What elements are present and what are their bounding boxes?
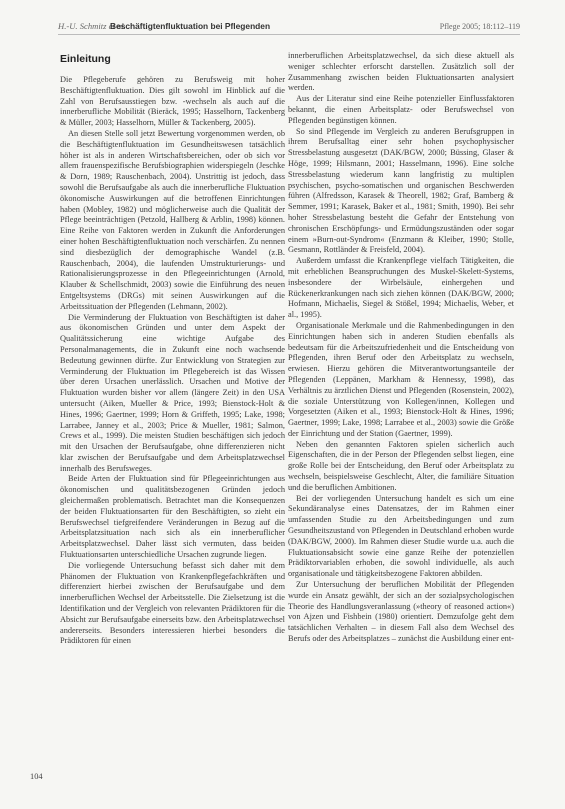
section-heading: Einleitung (60, 53, 111, 65)
running-head-title: Beschäftigtenfluktuation bei Pflegenden (110, 21, 271, 31)
paragraph: Außerdem umfasst die Krankenpflege vielfach Tätigkeiten, die mit erheblichen Beanspruchungen des Muskel-Skelett-Systems, insbesondere der Wirbelsäule, einhergehen und Rückenerkrankungen nach sich ziehen können (DAK/BGW, 2000; Hofmann, Michaelis, Siegel & Stößel, 1994; Michaelis, Weber, et al., 1995). (288, 256, 514, 320)
right-column (288, 51, 514, 645)
paragraph: Zur Untersuchung der beruflichen Mobilität der Pflegenden wurde ein Ansatz gewählt, der sich an der sozialpsychologischen Theorie des Handlungsveranlassung (»theory of reasoned action«) von Ajzen und Fishbein (1980) orientiert. Demzufolge geht dem tatsächlichen Verhalten – in diesem Fall also dem Wechsel des Berufs oder des Arbeitsplatzes – zunächst die Ausbildung einer ent- (288, 580, 514, 644)
paragraph: Neben den genannten Faktoren spielen sicherlich auch Eigenschaften, die in der Person der Pflegenden selbst liegen, eine große Rolle bei der Entscheidung, den Beruf oder Arbeitsplatz zu wechseln, beispielsweise Geschlecht, Alter, die familiäre Situation und die beruflichen Ambitionen. (288, 439, 514, 492)
paragraph: Die vorliegende Untersuchung befasst sich daher mit dem Phänomen der Fluktuation von Krankenpflegefachkräften und differenziert hierbei zwischen der Berufsaufgabe und dem innerberuflichen Wechsel der Arbeitsstelle. Die Zielsetzung ist die Identifikation und der Vergleich von relevanten Prädiktoren für die Absicht zur Berufsaufgabe einerseits bzw. den Arbeitsplatzwechsel andererseits. Besonders interessieren hierbei besonders die Prädiktoren für einen (60, 560, 285, 646)
paragraph: Beide Arten der Fluktuation sind für Pflegeeinrichtungen aus ökonomischen und qualitätsbezogenen Gründen jedoch gleichermaßen problematisch. Betrachtet man die Konsequenzen der beiden Fluktuationsarten für den Beschäftigten, so zieht ein Berufswechsel tiefgreifendere Veränderungen in Bezug auf die Arbeitsplatzsituation nach sich als ein innerberuflicher Arbeitsplatzwechsel. Daher lässt sich vermuten, dass beiden Fluktuationsarten unterschiedliche Ursachen zugrunde liegen. (60, 474, 285, 560)
left-column-paragraphs (60, 75, 285, 647)
paragraph: An diesen Stelle soll jetzt Bewertung vorgenommen werden, ob die Beschäftigtenfluktuation im Gesundheitswesen tatsächlich höher ist als in anderen Wirtschaftsbereichen, oder ob sich vor allem frauenspezifische Berufsbiographien widerspiegeln (Jeschke & Dorn, 1989; Rauschenbach, 2004). Unstrittig ist jedoch, dass sowohl die Berufsaufgabe als auch die innerberufliche Fluktuation ökonomische Auswirkungen auf die betroffenen Einrichtungen haben (Mobley, 1982) und möglicherweise auch die Qualität der Pflege beeinträchtigen (Petzold, Hallberg & Arblin, 1998) können. Eine Reihe von Faktoren werden in Zukunft die Anforderungen einer hohen Beschäftigtenfluktuation noch verschärfen. Zu nennen sind diesbezüglich der demographische Wandel (z.B. Rauschenbach, 2004), die laufenden Umstrukturierungs- und Rationalisierungsprozesse in den Pflegeeinrichtungen (Arnold, Klauber & Schellschmidt, 2003) sowie die Einführung des neuen Entgeltsystems (DRGs) mit seinen Auswirkungen auf die Arbeitssituation der Pflegenden (Lehmann, 2002). (60, 128, 285, 311)
right-column-paragraphs (288, 51, 514, 645)
paragraph: Die Verminderung der Fluktuation von Beschäftigten ist daher aus ökonomischen Gründen und unter dem Aspekt der Qualitätssicherung eine wichtige Aufgabe des Personalmanagements, die in Zukunft eine noch wachsende Bedeutung gewinnen dürfte. Zur Entwicklung von Strategien zur Verminderung der Fluktuation im Pflegebereich ist das Wissen über deren Ursachen unerlässlich. Ursachen und Motive der Fluktuation wurden bisher vor allem (längere Zeit) in den USA untersucht (Aiken, Mueller & Price, 1993; Bienstock-Holt & Hines, 1996; Gaertner, 1999; Horn & Griffeth, 1995; Lake, 1998; Larrabee, Janney et al., 2003; Price & Mueller, 1981; Salmon, Crews et al., 1999). Die meisten Studien beschäftigen sich jedoch mit den Ursachen der Berufsaufgabe, ohne differenzieren nicht klar zwischen der Berufsaufgabe und dem Arbeitsplatzwechsel innerhalb des Berufsweges. (60, 312, 285, 473)
paragraph: Die Pflegeberufe gehören zu Berufsweig mit hoher Beschäftigtenfluktuation. Dies gilt sowohl im Hinblick auf die Zahl von Berufsausstiegen bzw. -wechseln als auch auf die innerberufliche Mobilität (Bieräck, 1995; Hasselhorn, Tackenberg & Müller, 2003; Hasselhorn, Müller & Tackenberg, 2005). (60, 75, 285, 128)
page-number: 104 (30, 772, 43, 781)
paragraph: Organisationale Merkmale und die Rahmenbedingungen in den Einrichtungen haben sich in anderen Studien ebenfalls als bedeutsam für die Arbeitszufriedenheit und die Entscheidung von Pflegenden, ihren Beruf oder den Arbeitsplatz zu wechseln, erwiesen. Hierzu gehören die Mitverantwortungsanteile der Pflegenden (Leppänen, Markham & Hennessy, 1998), das Verhältnis zu ärztlichen Dienst und Pflegenden (Rosenstein, 2002), die soziale Unterstützung von Kollegen/innen, Kollegen und Vorgesetzten (Aiken et al., 1993; Bienstock-Holt & Hines, 1996; Gaertner, 1999; Lake, 1998; Larrabee et al., 2003) sowie die Größe der Einrichtung und der Station (Gaertner, 1999). (288, 320, 514, 438)
paragraph: innerberuflichen Arbeitsplatzwechsel, da sich diese aktuell als weniger schlechter erforscht darstellen. Zusätzlich soll der Zusammenhang zwischen beiden Fluktuationsarten analysiert werden. (288, 51, 514, 93)
paragraph: So sind Pflegende im Vergleich zu anderen Berufsgruppen in ihrem Berufsalltag einer sehr hohen psychophysischer Stressbelastung ausgesetzt (DAK/BGW, 2000; Büssing, Glaser & Höge, 1999; Hilsmann, 2001; Hasselmann, 1996). Eine solche Stressbelastung wiederum kann langfristig zu multiplen psychischen, psycho-somatischen und organischen Beschwerden führen (Alfredsson, Karasek & Theorell, 1982; Graf, Bamberg & Semmer, 1991; Karasek, Baker et al., 1981; Smith, 1990). Bei sehr hoher Stressbelastung besteht die Gefahr der Entstehung von chronischen Erschöpfungs- und Ermüdungszuständen oder sogar einem »Burn-out-Syndrom« (Enzmann & Kleiber, 1990; Stolle, Gesmann, Rottländer & Freisfeld, 2004). (288, 126, 514, 255)
left-column (60, 51, 285, 647)
running-head-authors: H.-U. Schmitz et al. (58, 21, 126, 31)
running-head-citation: Pflege 2005; 18:112–119 (439, 22, 520, 31)
running-head (58, 20, 520, 35)
paragraph: Bei der vorliegenden Untersuchung handelt es sich um eine Sekundäranalyse eines Datensatzes, der im Rahmen einer umfassenden Studie zu den Arbeitsbedingungen und zum Gesundheitszustand von Pflegenden in Deutschland erhoben wurde (DAK/BGW, 2000). Im Rahmen dieser Studie wurde u.a. auch die Fluktuationsabsicht sowie eine ganze Reihe der potenziellen Prädiktorvariablen erhoben, die sowohl individuelle, als auch organisationale und tätigkeitsbezogene Faktoren abbilden. (288, 493, 514, 579)
paragraph: Aus der Literatur sind eine Reihe potenzieller Einflussfaktoren bekannt, die einen Arbeitsplatz- oder Berufswechsel von Pflegenden begünstigen können. (288, 94, 514, 125)
